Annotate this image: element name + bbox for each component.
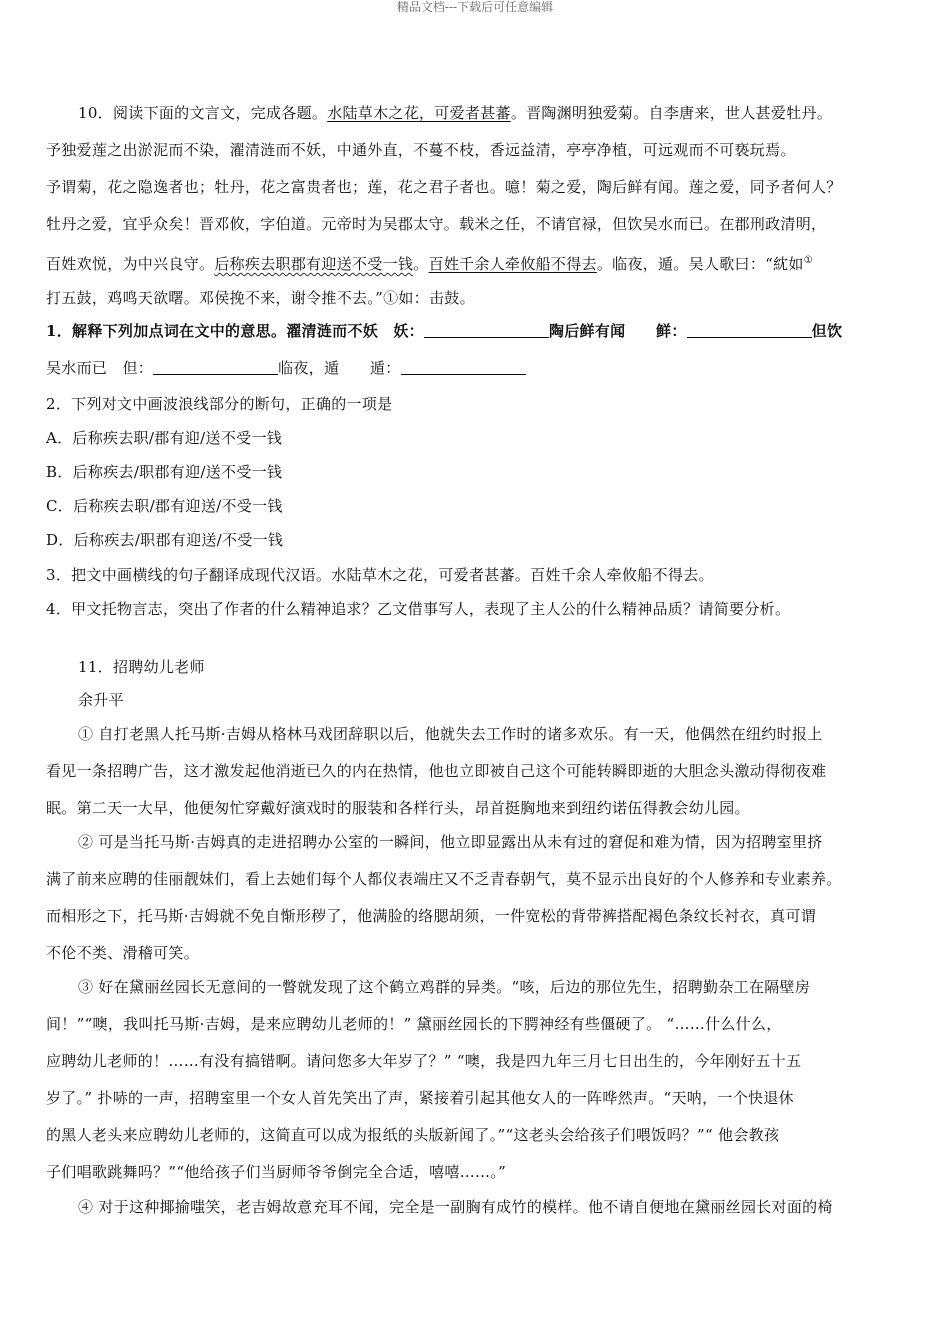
answer-blank-dun[interactable] [401,360,526,375]
answer-blank-xian[interactable] [687,323,812,338]
para-4-line-1: ④ 对于这种揶揄嗤笑，老吉姆故意充耳不闻，完全是一副胸有成竹的模样。他不请自便地在黛丽丝园长对面的椅 [78,1198,833,1216]
para-3-line-3: 应聘幼儿老师的！……有没有搞错啊。请问您多大年岁了？” “噢，我是四九年三月七日出生的，今年刚好五十五 [46,1052,802,1070]
answer-blank-yao[interactable] [424,323,549,338]
sq1-item-3-start: 但饮 [811,322,843,340]
para-2-line-3: 而相形之下，托马斯·吉姆就不免自惭形秽了，他满脸的络腮胡须，一件宽松的背带裤搭配褐色条纹长衬衣，真可谓 [46,907,817,925]
q11-title: 11．招聘幼儿老师 [78,658,205,676]
q10-line-4: 牡丹之爱，宜乎众矣！晋邓攸，字伯道。元帝时为吴郡太守。载米之任，不请官禄，但饮吴水而已。在郡刑政清明， [46,215,827,233]
sub-question-1-line-1 [46,321,842,341]
q10-line-1 [78,103,832,123]
para-3-line-4: 岁了。” 扑哧的一声，招聘室里一个女人首先笑出了声，紧接着引起其他女人的一阵哗然声。“天呐，一个快退休 [46,1089,794,1107]
underlined-sentence-1: 水陆草木之花，可爱者甚蕃 [327,104,511,122]
para-3-line-5: 的黑人老头来应聘幼儿老师的，这简直可以成为报纸的头版新闻了。”“这老头会给孩子们喂饭吗？”“ 他会教孩 [46,1126,780,1144]
sq1-item-4: 临夜，遁 遁： [278,359,401,377]
underlined-sentence-2: 百姓千余人牵攸船不得去 [428,255,597,273]
para-1-line-1: ① 自打老黑人托马斯·吉姆从格林马戏团辞职以后，他就失去工作时的诸多欢乐。有一天，他偶然在纽约时报上 [78,725,823,743]
para-3-line-6: 子们唱歌跳舞吗？”“他给孩子们当厨师爷爷倒完全合适，嘻嘻……。” [46,1163,507,1181]
option-a[interactable]: A．后称疾去职/郡有迎/送不受一钱 [46,429,283,447]
q10-line-5-end: 。临夜，遁。吴人歌曰：“紞如 [596,255,804,273]
answer-blank-dan[interactable] [153,360,278,375]
q10-line-3: 予谓菊，花之隐逸者也；牡丹，花之富贵者也；莲，花之君子者也。噫！菊之爱，陶后鲜有闻。莲之爱，同予者何人？ [46,178,842,196]
q10-line-6: 打五鼓，鸡鸣天欲曙。邓侯挽不来，谢令推不去。”①如：击鼓。 [46,289,475,307]
para-1-line-3: 眠。第二天一大早，他便匆忙穿戴好演戏时的服装和各样行头，昂首挺胸地来到纽约诺伍得教会幼儿园。 [46,799,750,817]
q10-line-1-rest: 。晋陶渊明独爱菊。自李唐来，世人甚爱牡丹。 [510,104,833,122]
para-3-line-2: 间！”“噢，我叫托马斯·吉姆，是来应聘幼儿老师的！” 黛丽丝园长的下腭神经有些僵硬了。 “……什么什么， [46,1015,782,1033]
q10-line-5-period: 。 [413,255,429,273]
option-d[interactable]: D．后称疾去/职郡有迎送/不受一钱 [46,531,284,549]
footnote-marker: ① [803,255,813,266]
sq1-item-3-end: 吴水而已 但： [46,359,154,377]
sq1-prompt: 1．解释下列加点词在文中的意思。濯清涟而不妖 妖： [46,322,424,340]
q10-line-5 [46,251,813,274]
sub-question-3: 3．把文中画横线的句子翻译成现代汉语。水陆草木之花，可爱者甚蕃。百姓千余人牵攸船不得去。 [46,566,714,584]
q10-intro: 10．阅读下面的文言文，完成各题。 [78,104,328,122]
q11-author: 余升平 [78,691,124,709]
para-2-line-4: 不伦不类、滑稽可笑。 [46,944,200,962]
option-c[interactable]: C．后称疾去职/郡有迎送/不受一钱 [46,497,283,515]
para-1-line-2: 看见一条招聘广告，这才激发起他消逝已久的内在热情，他也立即被自己这个可能转瞬即逝的大胆念头激动得彻夜难 [46,762,827,780]
sub-question-2: 2．下列对文中画波浪线部分的断句，正确的一项是 [46,395,393,413]
q10-line-5-start: 百姓欢悦，为中兴良守。 [46,255,215,273]
q10-line-2: 予独爱莲之出淤泥而不染，濯清涟而不妖，中通外直，不蔓不枝，香远益清，亭亭净植，可远观而不可亵玩焉。 [46,141,796,159]
para-2-line-2: 满了前来应聘的佳丽靓妹们，看上去她们每个人都仪表端庄又不乏青春朝气，莫不显示出良好的个人修养和专业素养。 [46,870,842,888]
para-3-line-1: ③ 好在黛丽丝园长无意间的一瞥就发现了这个鹤立鸡群的异类。“咳，后边的那位先生，招聘勤杂工在隔壁房 [78,978,811,996]
sub-question-4: 4．甲文托物言志，突出了作者的什么精神追求？乙文借事写人，表现了主人公的什么精神品质？请简要分析。 [46,600,791,618]
sub-question-1-line-2 [46,358,526,378]
page-header: 精品文档---下载后可任意编辑 [396,0,554,14]
para-2-line-1: ② 可是当托马斯·吉姆真的走进招聘办公室的一瞬间，他立即显露出从未有过的窘促和难为情，因为招聘室里挤 [78,833,823,851]
wavy-underlined-phrase: 后称疾去职郡有迎送不受一钱 [214,255,414,273]
option-b[interactable]: B．后称疾去/职郡有迎/送不受一钱 [46,463,283,481]
sq1-item-2: 陶后鲜有闻 鲜： [548,322,687,340]
